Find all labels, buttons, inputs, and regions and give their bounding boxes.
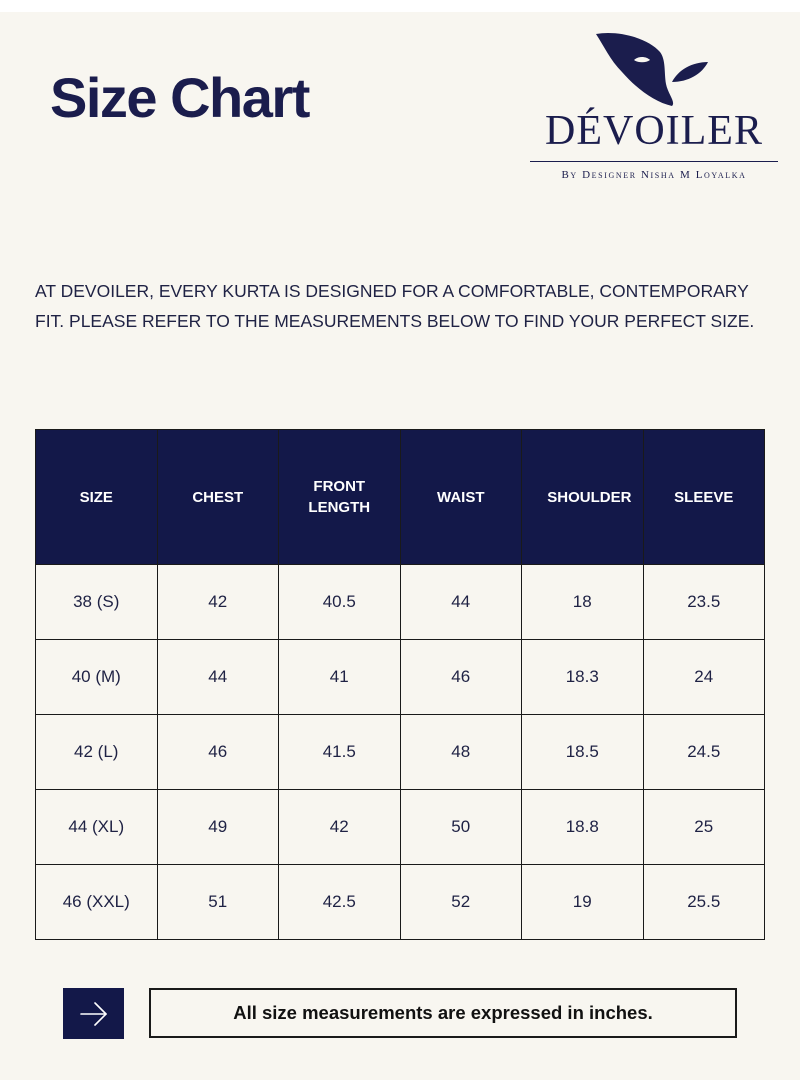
- table-header-row: [36, 430, 765, 565]
- table-row: [36, 865, 765, 940]
- column-header-chest: CHEST: [157, 430, 279, 565]
- page-title: Size Chart: [50, 66, 309, 129]
- chest-cell: 46: [157, 715, 279, 790]
- brand-logo: [528, 32, 780, 202]
- waist-cell: 46: [400, 640, 522, 715]
- table-row: [36, 790, 765, 865]
- sleeve-cell: 23.5: [643, 565, 765, 640]
- waist-cell: 44: [400, 565, 522, 640]
- front-length-cell: 41: [279, 640, 401, 715]
- front-length-cell: 40.5: [279, 565, 401, 640]
- table-row: [36, 715, 765, 790]
- sleeve-cell: 24.5: [643, 715, 765, 790]
- column-header-waist: WAIST: [400, 430, 522, 565]
- waist-cell: 48: [400, 715, 522, 790]
- sleeve-cell: 25: [643, 790, 765, 865]
- measurement-unit-note: All size measurements are expressed in inches.: [149, 988, 737, 1038]
- venetian-mask-icon: [596, 32, 712, 106]
- sleeve-cell: 24: [643, 640, 765, 715]
- column-header-size: SIZE: [36, 430, 158, 565]
- size-cell: 40 (M): [36, 640, 158, 715]
- size-cell: 46 (XXL): [36, 865, 158, 940]
- brand-name: DÉVOILER: [545, 108, 763, 154]
- front-length-cell: 41.5: [279, 715, 401, 790]
- size-table: [35, 429, 765, 940]
- size-chart-page: [0, 12, 800, 1080]
- shoulder-cell: 18.3: [522, 640, 644, 715]
- front-length-cell: 42: [279, 790, 401, 865]
- table-row: [36, 640, 765, 715]
- shoulder-cell: 18.5: [522, 715, 644, 790]
- brand-tagline: By Designer Nisha M Loyalka: [561, 169, 747, 181]
- size-cell: 38 (S): [36, 565, 158, 640]
- shoulder-cell: 18.8: [522, 790, 644, 865]
- waist-cell: 50: [400, 790, 522, 865]
- chest-cell: 51: [157, 865, 279, 940]
- column-header-front-length: FRONT LENGTH: [279, 430, 401, 565]
- waist-cell: 52: [400, 865, 522, 940]
- table-row: [36, 565, 765, 640]
- sleeve-cell: 25.5: [643, 865, 765, 940]
- next-arrow-button[interactable]: [63, 988, 124, 1039]
- brand-divider: [530, 161, 778, 162]
- shoulder-cell: 19: [522, 865, 644, 940]
- chest-cell: 44: [157, 640, 279, 715]
- arrow-right-icon: [78, 1001, 110, 1027]
- column-header-shoulder: SHOULDER: [522, 430, 644, 565]
- chest-cell: 49: [157, 790, 279, 865]
- size-cell: 44 (XL): [36, 790, 158, 865]
- chest-cell: 42: [157, 565, 279, 640]
- size-cell: 42 (L): [36, 715, 158, 790]
- front-length-cell: 42.5: [279, 865, 401, 940]
- column-header-sleeve: SLEEVE: [643, 430, 765, 565]
- shoulder-cell: 18: [522, 565, 644, 640]
- intro-text: AT DEVOILER, EVERY KURTA IS DESIGNED FOR A COMFORTABLE, CONTEMPORARY FIT. PLEASE REFER TO THE MEASUREMENTS BELOW TO FIND YOUR PERFECT SIZE.: [35, 281, 755, 331]
